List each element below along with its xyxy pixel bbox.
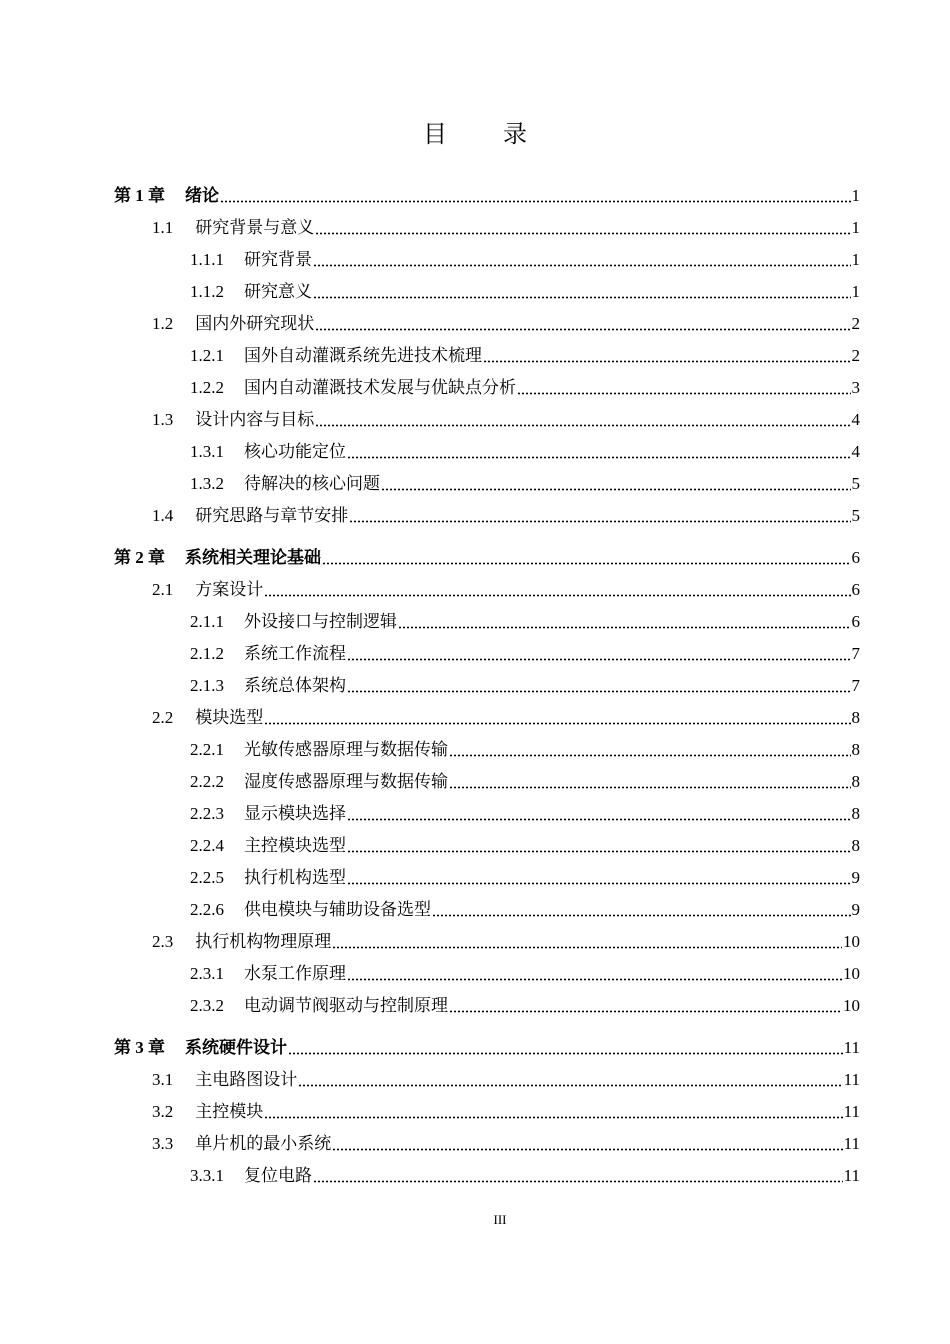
toc-subsection-entry[interactable] <box>190 377 860 399</box>
toc-entry-page-number: 9 <box>851 868 860 887</box>
toc-subsection-entry[interactable] <box>190 899 860 921</box>
toc-entry-page-number: 11 <box>843 1166 860 1185</box>
dot-leader <box>349 507 850 523</box>
toc-chapter-entry[interactable] <box>114 1037 860 1059</box>
dot-leader <box>315 315 850 331</box>
toc-section-entry[interactable] <box>152 1101 860 1123</box>
toc-entry-title: 光敏传感器原理与数据传输 <box>244 740 448 759</box>
toc-entry-number: 2.3.2 <box>190 996 224 1015</box>
toc-entry-page-number: 1 <box>851 186 860 205</box>
toc-entry-title: 系统相关理论基础 <box>185 548 321 567</box>
toc-subsection-entry[interactable] <box>190 345 860 367</box>
toc-entry-page-number: 1 <box>851 250 860 269</box>
page-title-char: 录 <box>503 122 527 148</box>
toc-entry-number: 3.1 <box>152 1070 174 1089</box>
toc-entry-page-number: 8 <box>851 804 860 823</box>
toc-subsection-entry[interactable] <box>190 473 860 495</box>
toc-entry-page-number: 2 <box>851 314 860 333</box>
toc-entry-page-number: 11 <box>843 1070 860 1089</box>
toc-entry-number: 3.2 <box>152 1102 174 1121</box>
toc-entry-number: 2.3 <box>152 932 174 951</box>
toc-entry-page-number: 8 <box>851 836 860 855</box>
toc-entry-title: 研究背景与意义 <box>195 218 315 237</box>
toc-section-entry[interactable] <box>152 217 860 239</box>
dot-leader <box>381 475 851 491</box>
toc-entry-title: 湿度传感器原理与数据传输 <box>244 772 448 791</box>
toc-entry-page-number: 5 <box>851 506 860 525</box>
toc-subsection-entry[interactable] <box>190 675 860 697</box>
dot-leader <box>347 805 851 821</box>
toc-entry-page-number: 6 <box>851 612 860 631</box>
toc-entry-title: 绪论 <box>185 186 219 205</box>
page-title <box>0 114 950 149</box>
dot-leader <box>449 997 842 1013</box>
toc-subsection-entry[interactable] <box>190 281 860 303</box>
toc-subsection-entry[interactable] <box>190 771 860 793</box>
toc-subsection-entry[interactable] <box>190 1165 860 1187</box>
toc-entry-page-number: 7 <box>851 644 860 663</box>
toc-section-entry[interactable] <box>152 409 860 431</box>
toc-entry-page-number: 6 <box>851 548 860 567</box>
toc-section-entry[interactable] <box>152 707 860 729</box>
dot-leader <box>313 283 851 299</box>
toc-entry-page-number: 9 <box>851 900 860 919</box>
page-number-footer: III <box>493 1212 507 1227</box>
dot-leader <box>517 379 851 395</box>
dot-leader <box>398 613 851 629</box>
toc-entry-number: 第 3 章 <box>114 1038 165 1057</box>
toc-entry-page-number: 11 <box>843 1038 860 1057</box>
dot-leader <box>332 1135 842 1151</box>
toc-entry-title: 水泵工作原理 <box>244 964 346 983</box>
toc-entry-number: 第 1 章 <box>114 186 165 205</box>
toc-subsection-entry[interactable] <box>190 441 860 463</box>
toc-entry-title: 主控模块 <box>195 1102 264 1121</box>
toc-entry-number: 2.1.3 <box>190 676 224 695</box>
dot-leader <box>313 1167 843 1183</box>
toc-entry-number: 2.2.5 <box>190 868 224 887</box>
toc-subsection-entry[interactable] <box>190 739 860 761</box>
toc-entry-page-number: 10 <box>843 964 860 983</box>
toc-subsection-entry[interactable] <box>190 963 860 985</box>
dot-leader <box>264 1103 842 1119</box>
toc-entry-page-number: 10 <box>843 932 860 951</box>
toc-entry-number: 1.3.2 <box>190 474 224 493</box>
toc-subsection-entry[interactable] <box>190 835 860 857</box>
toc-entry-number: 2.1 <box>152 580 174 599</box>
toc-section-entry[interactable] <box>152 313 860 335</box>
dot-leader <box>347 443 851 459</box>
toc-entry-number: 1.2.1 <box>190 346 224 365</box>
toc-subsection-entry[interactable] <box>190 867 860 889</box>
toc-entry-page-number: 1 <box>851 282 860 301</box>
dot-leader <box>315 411 850 427</box>
toc-entry-title: 核心功能定位 <box>244 442 346 461</box>
toc-entry-title: 系统硬件设计 <box>185 1038 287 1057</box>
toc-entry-title: 待解决的核心问题 <box>244 474 380 493</box>
toc-section-entry[interactable] <box>152 505 860 527</box>
toc-chapter-entry[interactable] <box>114 185 860 207</box>
toc-entry-title: 研究意义 <box>244 282 312 301</box>
toc-entry-title: 国内自动灌溉技术发展与优缺点分析 <box>244 378 516 397</box>
toc-entry-number: 1.3 <box>152 410 174 429</box>
dot-leader <box>432 901 851 917</box>
toc-entry-page-number: 4 <box>851 410 860 429</box>
toc-entry-page-number: 4 <box>851 442 860 461</box>
toc-entry-number: 1.1.1 <box>190 250 224 269</box>
page-title-char: 目 <box>423 122 447 148</box>
toc-entry-title: 国内外研究现状 <box>195 314 315 333</box>
toc-entry-title: 供电模块与辅助设备选型 <box>244 900 431 919</box>
dot-leader <box>264 581 850 597</box>
toc-entry-title: 研究背景 <box>244 250 312 269</box>
toc-entry-number: 2.1.1 <box>190 612 224 631</box>
toc-entry-title: 方案设计 <box>195 580 264 599</box>
toc-chapter-entry[interactable] <box>114 547 860 569</box>
toc-entry-number: 3.3 <box>152 1134 174 1153</box>
dot-leader <box>483 347 851 363</box>
toc-entry-number: 2.2.4 <box>190 836 224 855</box>
toc-entry-number: 第 2 章 <box>114 548 165 567</box>
toc-entry-number: 2.2.3 <box>190 804 224 823</box>
toc-entry-number: 1.1 <box>152 218 174 237</box>
toc-entry-title: 研究思路与章节安排 <box>195 506 349 525</box>
toc-entry-number: 1.2.2 <box>190 378 224 397</box>
toc-entry-number: 3.3.1 <box>190 1166 224 1185</box>
toc-entry-title: 国外自动灌溉系统先进技术梳理 <box>244 346 482 365</box>
dot-leader <box>313 251 851 267</box>
dot-leader <box>449 773 851 789</box>
toc-subsection-entry[interactable] <box>190 803 860 825</box>
dot-leader <box>288 1039 843 1055</box>
toc-entry-page-number: 2 <box>851 346 860 365</box>
dot-leader <box>315 219 850 235</box>
toc-entry-page-number: 8 <box>851 708 860 727</box>
toc-subsection-entry[interactable] <box>190 995 860 1017</box>
toc-entry-page-number: 11 <box>843 1102 860 1121</box>
toc-entry-number: 2.2.6 <box>190 900 224 919</box>
toc-entry-number: 1.2 <box>152 314 174 333</box>
toc-entry-title: 主电路图设计 <box>195 1070 298 1089</box>
dot-leader <box>347 869 851 885</box>
toc-entry-title: 电动调节阀驱动与控制原理 <box>244 996 448 1015</box>
toc-entry-number: 2.2.2 <box>190 772 224 791</box>
toc-entry-number: 1.1.2 <box>190 282 224 301</box>
toc-entry-title: 复位电路 <box>244 1166 312 1185</box>
toc-entry-page-number: 6 <box>851 580 860 599</box>
toc-entry-number: 1.4 <box>152 506 174 525</box>
dot-leader <box>332 933 842 949</box>
toc-entry-title: 系统工作流程 <box>244 644 346 663</box>
dot-leader <box>347 677 851 693</box>
dot-leader <box>347 965 842 981</box>
toc-entry-title: 执行机构物理原理 <box>195 932 332 951</box>
toc-entry-page-number: 8 <box>851 772 860 791</box>
toc-entry-page-number: 8 <box>851 740 860 759</box>
dot-leader <box>347 837 851 853</box>
toc-section-entry[interactable] <box>152 579 860 601</box>
dot-leader <box>347 645 851 661</box>
toc-entry-number: 2.3.1 <box>190 964 224 983</box>
toc-entry-page-number: 10 <box>843 996 860 1015</box>
dot-leader <box>322 549 851 565</box>
toc-section-entry[interactable] <box>152 1133 860 1155</box>
dot-leader <box>298 1071 842 1087</box>
toc-entry-title: 外设接口与控制逻辑 <box>244 612 397 631</box>
dot-leader <box>264 709 850 725</box>
toc-entry-number: 2.1.2 <box>190 644 224 663</box>
dot-leader <box>449 741 851 757</box>
toc-entry-page-number: 7 <box>851 676 860 695</box>
toc-subsection-entry[interactable] <box>190 643 860 665</box>
toc-section-entry[interactable] <box>152 931 860 953</box>
toc-entry-number: 1.3.1 <box>190 442 224 461</box>
toc-entry-title: 系统总体架构 <box>244 676 346 695</box>
toc-entry-page-number: 3 <box>851 378 860 397</box>
dot-leader <box>220 187 851 203</box>
toc-entry-title: 执行机构选型 <box>244 868 346 887</box>
toc-entry-page-number: 1 <box>851 218 860 237</box>
toc-entry-number: 2.2.1 <box>190 740 224 759</box>
toc-entry-title: 主控模块选型 <box>244 836 346 855</box>
toc-entry-title: 单片机的最小系统 <box>195 1134 332 1153</box>
toc-section-entry[interactable] <box>152 1069 860 1091</box>
toc-entry-page-number: 5 <box>851 474 860 493</box>
toc-entry-page-number: 11 <box>843 1134 860 1153</box>
toc-entry-title: 设计内容与目标 <box>195 410 315 429</box>
toc-subsection-entry[interactable] <box>190 249 860 271</box>
toc-subsection-entry[interactable] <box>190 611 860 633</box>
toc-entry-title: 模块选型 <box>195 708 264 727</box>
toc-entry-number: 2.2 <box>152 708 174 727</box>
toc-entry-title: 显示模块选择 <box>244 804 346 823</box>
